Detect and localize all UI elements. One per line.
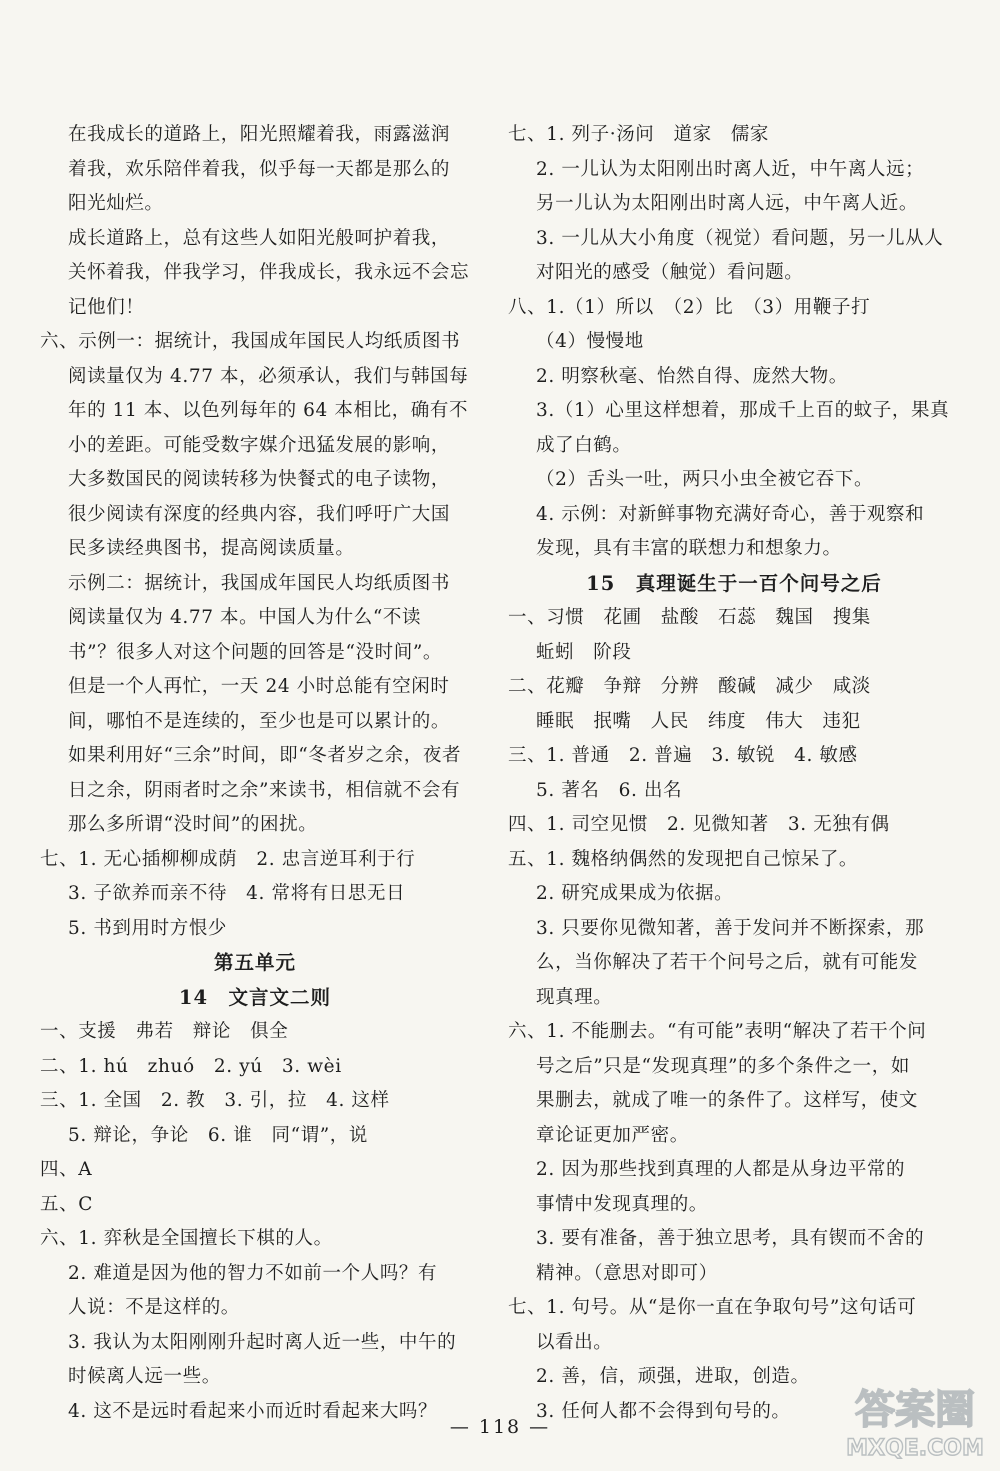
watermark-logo [840, 1375, 990, 1465]
answer-line: 那么多所谓“没时间”的困扰。 [68, 814, 318, 835]
answer-line: 关怀着我，伴我学习，伴我成长，我永远不会忘 [68, 262, 470, 283]
answer-line: 间，哪怕不是连续的，至少也是可以累计的。 [68, 710, 451, 732]
answer-line: 记他们！ [68, 296, 145, 318]
answer-line: 阳光灿烂。 [68, 193, 164, 214]
section-heading: 第五单元 [213, 951, 296, 974]
answer-line: 2. 一儿认为太阳刚出时离人近，中午离人远； [536, 158, 925, 180]
answer-line: 4. 示例：对新鲜事物充满好奇心，善于观察和 [536, 503, 925, 525]
answer-line: 如果利用好“三余”时间，即“冬者岁之余，夜者 [68, 745, 462, 766]
answer-line: 着我，欢乐陪伴着我，似乎每一天都是那么的 [68, 158, 451, 180]
answer-line: 对阳光的感受（触觉）看问题。 [536, 262, 804, 283]
answer-line: 2. 善，信，顽强，进取，创造。 [536, 1366, 810, 1387]
answer-line: 以看出。 [536, 1331, 613, 1353]
answer-line: 小的差距。可能受数字媒介迅猛发展的影响， [68, 434, 451, 456]
answer-line: 四、A [40, 1159, 93, 1180]
answer-line: 4. 这不是远时看起来小而近时看起来大吗？ [68, 1400, 438, 1422]
answer-line: 5. 著名 6. 出名 [536, 779, 683, 801]
answer-line: 五、C [40, 1193, 93, 1215]
answer-line: 年的 11 本、以色列每年的 64 本相比，确有不 [68, 400, 469, 421]
answer-line: （2）舌头一吐，两只小虫全被它吞下。 [536, 469, 874, 490]
answer-line: 阅读量仅为 4.77 本，必须承认，我们与韩国每 [68, 365, 469, 387]
answer-line: 日之余，阴雨者时之余”来读书，相信就不会有 [68, 779, 461, 801]
answer-line: 八、1.（1）所以 （2）比 （3）用鞭子打 [508, 296, 871, 318]
answer-line: 么，当你解决了若干个问号之后，就有可能发 [536, 952, 919, 973]
answer-line: 七、1. 列子·汤问 道家 儒家 [508, 124, 770, 145]
answer-line: 章论证更加严密。 [536, 1124, 689, 1146]
answer-line: 2. 难道是因为他的智力不如前一个人吗？有 [68, 1262, 438, 1284]
answer-line: 人说：不是这样的。 [68, 1297, 240, 1318]
right-column [508, 118, 960, 1429]
svg-text:MXQE.COM: MXQE.COM [846, 1436, 984, 1461]
answer-line: 3. 一儿从大小角度（视觉）看问题，另一儿从人 [536, 227, 944, 249]
answer-line: 三、1. 普通 2. 普遍 3. 敏锐 4. 敏感 [508, 745, 858, 766]
answer-line: 但是一个人再忙，一天 24 小时总能有空闲时 [68, 676, 450, 697]
answer-line: 成长道路上，总有这些人如阳光般呵护着我， [68, 227, 451, 249]
answer-line: 2. 因为那些找到真理的人都是从身边平常的 [536, 1159, 906, 1180]
section-heading: 14 文言文二则 [178, 985, 332, 1009]
answer-line: 睡眠 抿嘴 人民 纬度 伟大 违犯 [536, 710, 861, 732]
answer-line: 一、习惯 花圃 盐酸 石蕊 魏国 搜集 [508, 607, 871, 628]
answer-line: 很少阅读有深度的经典内容，我们呼吁广大国 [68, 503, 451, 525]
answer-line: （4）慢慢地 [536, 331, 644, 352]
answer-line: 二、1. hú zhuó 2. yú 3. wèi [40, 1055, 342, 1077]
answer-line: 5. 辩论，争论 6. 谁 同“谓”，说 [68, 1124, 368, 1146]
answer-line: 成了白鹤。 [536, 434, 632, 456]
answer-line: 2. 明察秋毫、怡然自得、庞然大物。 [536, 365, 848, 387]
answer-line: 3. 子欲养而亲不待 4. 常将有日思无日 [68, 883, 406, 904]
answer-line: 书”？很多人对这个问题的回答是“没时间”。 [68, 641, 442, 663]
left-column [40, 118, 470, 1429]
answer-line: 六、1. 不能删去。“有可能”表明“解决了若干个问 [508, 1021, 927, 1042]
answer-line: 民多读经典图书，提高阅读质量。 [68, 538, 355, 559]
answer-line: 时候离人远一些。 [68, 1366, 221, 1387]
answer-line: 二、花瓣 争辩 分辨 酸碱 减少 咸淡 [508, 676, 871, 697]
answer-line: 五、1. 魏格纳偶然的发现把自己惊呆了。 [508, 848, 859, 870]
answer-line: 事情中发现真理的。 [536, 1193, 708, 1215]
answer-line: 3. 任何人都不会得到句号的。 [536, 1400, 791, 1422]
answer-line: 六、1. 弈秋是全国擅长下棋的人。 [40, 1228, 333, 1249]
answer-line: 号之后”只是“发现真理”的多个条件之一，如 [536, 1055, 910, 1077]
answer-line: 3. 要有准备，善于独立思考，具有锲而不舍的 [536, 1228, 925, 1249]
answer-line: 精神。（意思对即可） [536, 1262, 718, 1284]
answer-line: 七、1. 句号。从“是你一直在争取句号”这句话可 [508, 1297, 917, 1318]
answer-line: 3. 我认为太阳刚刚升起时离人近一些，中午的 [68, 1331, 457, 1353]
answer-line: 六、示例一：据统计，我国成年国民人均纸质图书 [40, 331, 461, 352]
page-number: — 118 — [449, 1416, 551, 1438]
answer-line: 一、支援 弗若 辩论 俱全 [40, 1021, 289, 1042]
answer-line: 在我成长的道路上，阳光照耀着我，雨露滋润 [68, 124, 451, 145]
svg-text:答案圈: 答案圈 [855, 1387, 975, 1433]
answer-line: 3.（1）心里这样想着，那成千上百的蚊子，果真 [536, 400, 950, 421]
answer-line: 发现，具有丰富的联想力和想象力。 [536, 538, 842, 559]
answer-line: 四、1. 司空见惯 2. 见微知著 3. 无独有偶 [508, 814, 890, 835]
answer-line: 大多数国民的阅读转移为快餐式的电子读物， [68, 469, 451, 490]
answer-line: 蚯蚓 阶段 [536, 641, 632, 663]
answer-line: 2. 研究成果成为依据。 [536, 883, 734, 904]
answer-line: 示例二：据统计，我国成年国民人均纸质图书 [68, 572, 451, 594]
answer-line: 七、1. 无心插柳柳成荫 2. 忠言逆耳利于行 [40, 848, 416, 870]
answer-line: 另一儿认为太阳刚出时离人远，中午离人近。 [536, 193, 919, 214]
section-heading: 15 真理诞生于一百个问号之后 [586, 571, 882, 595]
answer-line: 三、1. 全国 2. 教 3. 引，拉 4. 这样 [40, 1090, 390, 1111]
answer-line: 5. 书到用时方恨少 [68, 917, 228, 939]
answer-line: 阅读量仅为 4.77 本。中国人为什么“不读 [68, 607, 422, 628]
answer-line: 果删去，就成了唯一的条件了。这样写，使文 [536, 1090, 919, 1111]
answer-line: 现真理。 [536, 986, 613, 1008]
answer-line: 3. 只要你见微知著，善于发问并不断探索，那 [536, 917, 925, 939]
